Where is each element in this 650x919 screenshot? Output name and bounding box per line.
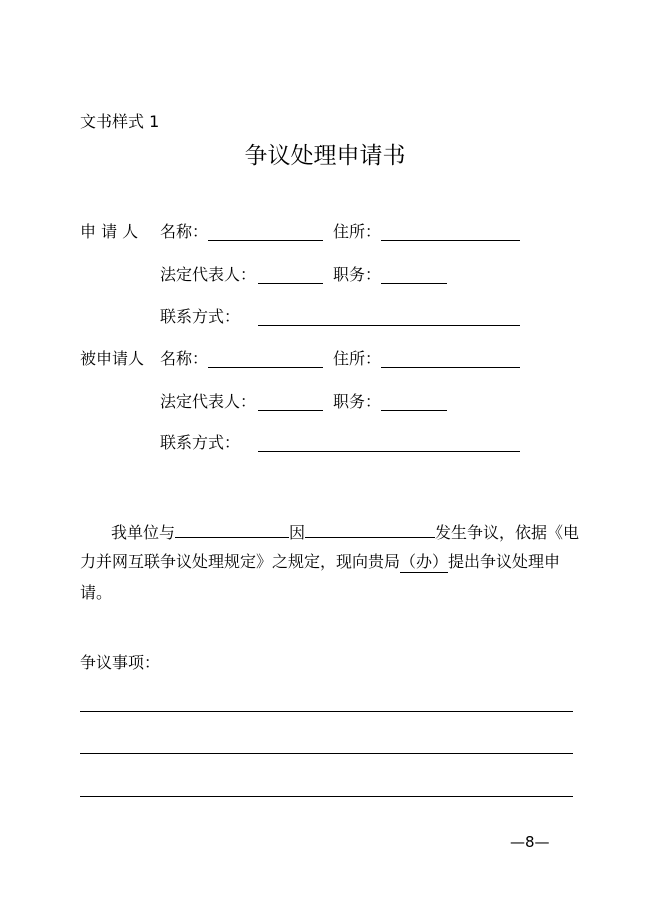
paragraph-text: 力并网互联争议处理规定》之规定，现向贵局 <box>80 552 401 571</box>
paragraph-line-3: 请。 <box>80 583 113 602</box>
counterparty-blank[interactable] <box>175 521 289 538</box>
applicant-contact-blank[interactable] <box>258 325 520 326</box>
respondent-address-label: 住所： <box>333 349 382 368</box>
respondent-contact-blank[interactable] <box>258 451 520 452</box>
page-title: 争议处理申请书 <box>244 143 406 169</box>
bureau-office-underlined: （办） <box>400 552 449 571</box>
page-number: —8— <box>510 833 550 851</box>
applicant-rep-blank[interactable] <box>258 283 323 284</box>
dispute-matters-label: 争议事项： <box>80 653 161 672</box>
dispute-matters-line-2[interactable] <box>80 753 573 754</box>
applicant-address-label: 住所： <box>333 222 382 241</box>
applicant-name-blank[interactable] <box>208 240 323 241</box>
paragraph-text: 发生争议，依据《电 <box>435 523 580 542</box>
respondent-name-blank[interactable] <box>208 367 323 368</box>
respondent-rep-label: 法定代表人： <box>160 392 257 411</box>
paragraph-line-1 <box>111 521 579 543</box>
paragraph-text: 提出争议处理申 <box>448 552 561 571</box>
respondent-address-blank[interactable] <box>381 367 520 368</box>
applicant-position-label: 职务： <box>333 265 382 284</box>
applicant-name-label: 名称： <box>160 222 209 241</box>
applicant-rep-label: 法定代表人： <box>160 265 257 284</box>
respondent-contact-label: 联系方式： <box>160 433 241 452</box>
dispute-cause-blank[interactable] <box>305 521 435 538</box>
doc-style-label: 文书样式 1 <box>80 112 160 131</box>
dispute-matters-line-3[interactable] <box>80 796 573 797</box>
respondent-position-blank[interactable] <box>381 410 447 411</box>
respondent-position-label: 职务： <box>333 392 382 411</box>
respondent-name-label: 名称： <box>160 349 209 368</box>
respondent-rep-blank[interactable] <box>258 410 323 411</box>
paragraph-text: 我单位与 <box>111 523 176 542</box>
paragraph-text: 因 <box>289 523 306 542</box>
paragraph-line-2 <box>80 552 560 573</box>
applicant-address-blank[interactable] <box>381 240 520 241</box>
applicant-label: 申 请 人 <box>80 222 139 241</box>
applicant-position-blank[interactable] <box>381 283 447 284</box>
dispute-matters-line-1[interactable] <box>80 711 573 712</box>
applicant-contact-label: 联系方式： <box>160 307 241 326</box>
respondent-label: 被申请人 <box>80 349 145 368</box>
